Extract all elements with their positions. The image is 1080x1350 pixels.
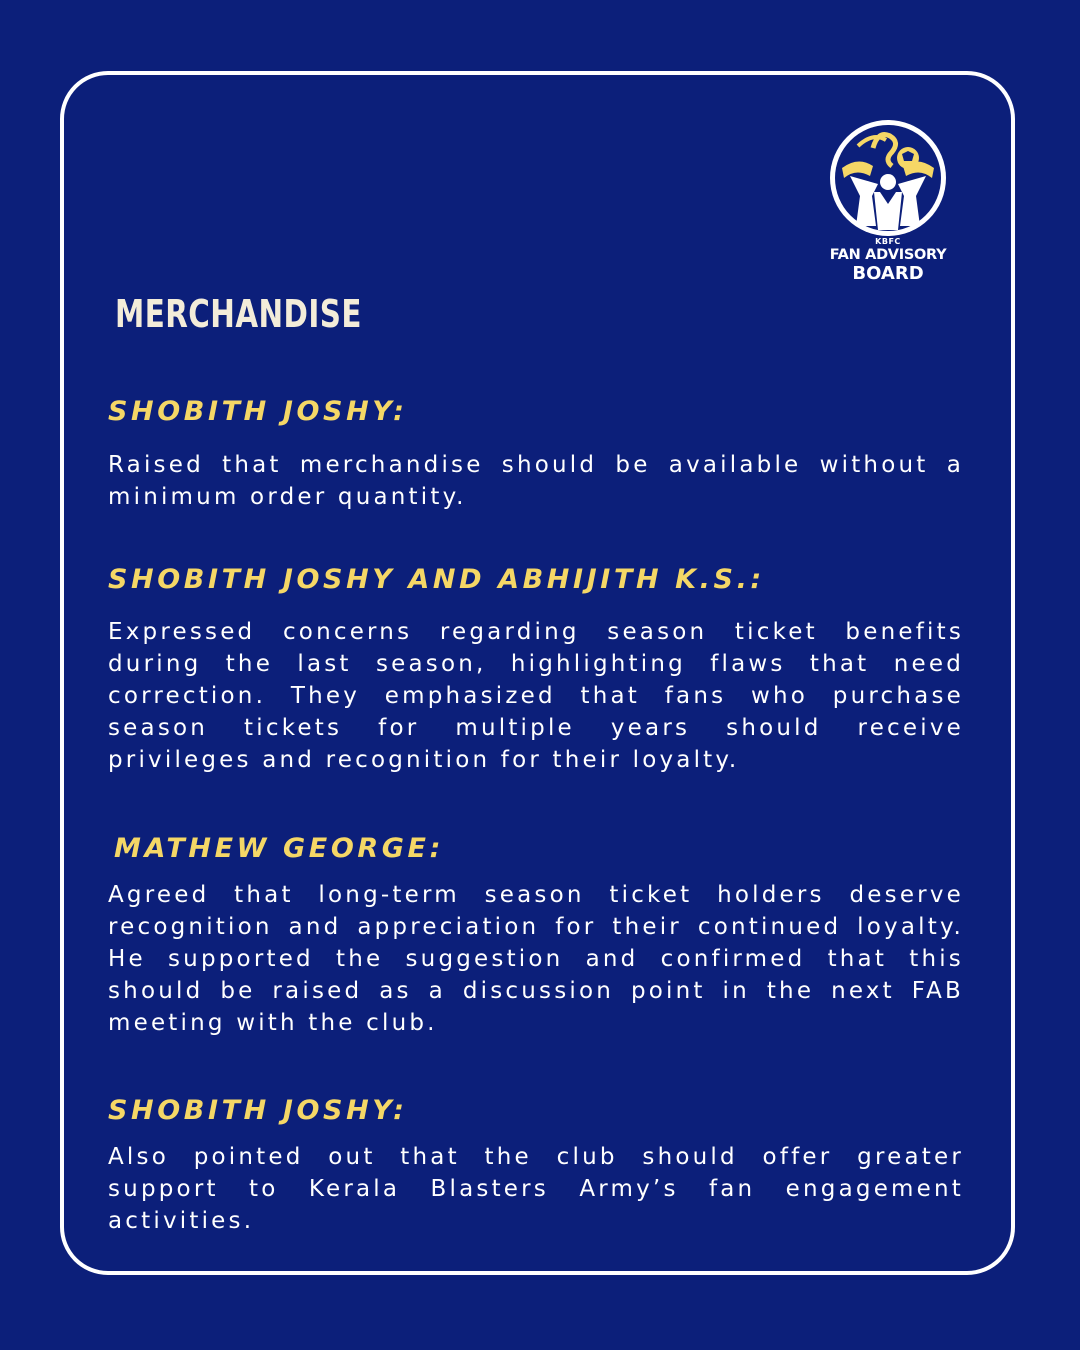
logo-kbfc-text: KBFC: [875, 237, 901, 246]
speaker-heading: SHOBITH JOSHY:: [108, 1095, 408, 1126]
speaker-statement: Raised that merchandise should be available without a minimum order quantity.: [108, 452, 964, 510]
speaker-heading: SHOBITH JOSHY AND ABHIJITH K.S.:: [108, 564, 765, 595]
fan-advisory-board-logo: [822, 118, 954, 288]
page-title: MERCHANDISE: [115, 292, 362, 336]
speaker-statement: Also pointed out that the club should offer greater support to Kerala Blasters Army’s fan engagement activities.: [108, 1144, 964, 1234]
speaker-statement: Agreed that long-term season ticket holders deserve recognition and appreciation for their continued loyalty. He supported the suggestion and confirmed that this should be raised as a discussion point in the next FAB meeting with the club.: [108, 882, 964, 1036]
logo-board-text: BOARD: [852, 263, 924, 284]
speaker-heading: MATHEW GEORGE:: [114, 833, 444, 864]
fan-advisory-board-emblem-icon: [828, 118, 948, 238]
speaker-heading: SHOBITH JOSHY:: [108, 396, 408, 427]
logo-fan-advisory-text: FAN ADVISORY: [829, 247, 947, 263]
speaker-statement: Expressed concerns regarding season ticket benefits during the last season, highlighting flaws that need correction. They emphasized that fans who purchase season tickets for multiple years should receive privileges and recognition for their loyalty.: [108, 619, 964, 773]
